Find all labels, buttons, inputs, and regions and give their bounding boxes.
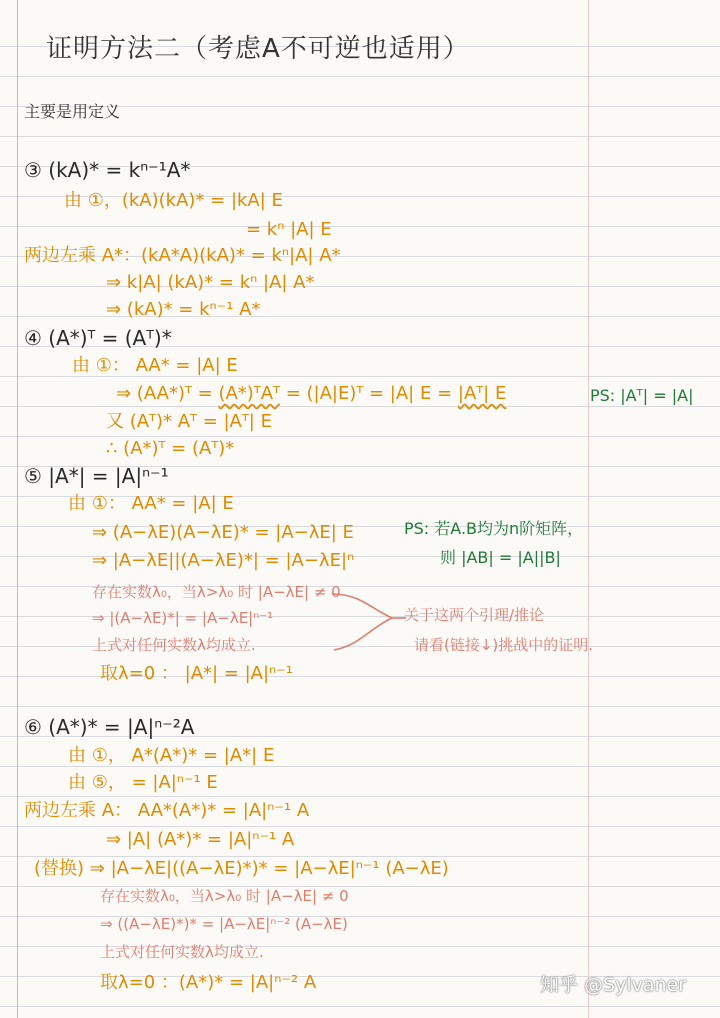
section-6-line-5	[34, 860, 449, 878]
section-6-line-5-body: ⇒ |A−λE|((A−λE)*)* = |A−λE|ⁿ⁻¹ (A−λE)	[84, 858, 449, 879]
section-5-note-line-1: 关于这两个引理/推论	[404, 606, 545, 624]
section-4-line-2-part-a: ⇒ (AA*)ᵀ =	[116, 383, 219, 404]
section-4-line-1: 由 ①： AA* = |A| E	[72, 355, 238, 376]
section-4-line-2	[116, 385, 506, 403]
page-margin-line-right	[588, 0, 589, 1018]
section-4-line-4: ∴ (A*)ᵀ = (Aᵀ)*	[106, 438, 235, 459]
section-5-line-4: 存在实数λ₀，当λ>λ₀ 时 |A−λE| ≠ 0	[92, 583, 341, 601]
section-4-heading: ④ (A*)ᵀ = (Aᵀ)*	[24, 326, 172, 350]
section-3-line-1: 由 ①，(kA)(kA)* = |kA| E	[64, 190, 283, 211]
section-4-wavy-term: (A*)ᵀAᵀ	[218, 383, 280, 404]
section-4-line-3: 又 (Aᵀ)* Aᵀ = |Aᵀ| E	[106, 411, 272, 432]
section-5-ps-line-1: PS: 若A.B均为n阶矩阵，	[404, 519, 584, 538]
section-5-line-2: ⇒ (A−λE)(A−λE)* = |A−λE| E	[92, 522, 354, 543]
section-3-line-5: ⇒ (kA)* = kⁿ⁻¹ A*	[106, 299, 261, 320]
section-3-heading: ③ (kA)* = kⁿ⁻¹A*	[24, 158, 191, 182]
curly-bracket-arrow	[330, 590, 410, 660]
subtitle: 主要是用定义	[24, 102, 121, 121]
section-5-line-1: 由 ①： AA* = |A| E	[68, 493, 234, 514]
section-6-line-8: 上式对任何实数λ均成立.	[100, 943, 264, 961]
section-4-ps-note: PS: |Aᵀ| = |A|	[590, 386, 694, 405]
section-3-line-3: 两边左乘 A*：(kA*A)(kA)* = kⁿ|A| A*	[24, 245, 341, 266]
section-6-line-2: 由 ⑤， = |A|ⁿ⁻¹ E	[68, 772, 218, 793]
section-6-line-1: 由 ①， A*(A*)* = |A*| E	[68, 745, 275, 766]
section-6-substitute-tag: (替换)	[34, 858, 85, 879]
watermark: 知乎 @Sylvaner	[540, 974, 687, 996]
section-6-line-3: 两边左乘 A： AA*(A*)* = |A|ⁿ⁻¹ A	[24, 800, 310, 821]
section-5-heading: ⑤ |A*| = |A|ⁿ⁻¹	[24, 464, 169, 488]
section-3-line-4: ⇒ k|A| (kA)* = kⁿ |A| A*	[106, 272, 315, 293]
section-5-note-line-2: 请看(链接↓)挑战中的证明.	[414, 636, 594, 654]
section-6-line-4: ⇒ |A| (A*)* = |A|ⁿ⁻¹ A	[106, 829, 295, 850]
section-6-line-7: ⇒ ((A−λE)*)* = |A−λE|ⁿ⁻² (A−λE)	[100, 915, 348, 933]
section-5-ps-line-2: 则 |AB| = |A||B|	[440, 548, 561, 567]
section-6-line-9: 取λ=0 ：(A*)* = |A|ⁿ⁻² A	[100, 972, 317, 993]
section-5-line-7: 取λ=0 ： |A*| = |A|ⁿ⁻¹	[100, 663, 293, 684]
section-5-line-5: ⇒ |(A−λE)*| = |A−λE|ⁿ⁻¹	[92, 609, 274, 627]
section-6-heading: ⑥ (A*)* = |A|ⁿ⁻²A	[24, 715, 195, 739]
page-title: 证明方法二（考虑A不可逆也适用）	[46, 34, 470, 64]
section-6-line-6: 存在实数λ₀，当λ>λ₀ 时 |A−λE| ≠ 0	[100, 887, 349, 905]
section-5-line-6: 上式对任何实数λ均成立.	[92, 636, 256, 654]
section-4-wavy-result: |Aᵀ| E	[457, 383, 507, 404]
section-4-line-2-part-c: = (|A|E)ᵀ = |A| E =	[279, 383, 458, 404]
section-3-line-2: = kⁿ |A| E	[246, 219, 332, 240]
page-margin-line	[17, 0, 18, 1018]
section-5-line-3: ⇒ |A−λE||(A−λE)*| = |A−λE|ⁿ	[92, 550, 355, 571]
